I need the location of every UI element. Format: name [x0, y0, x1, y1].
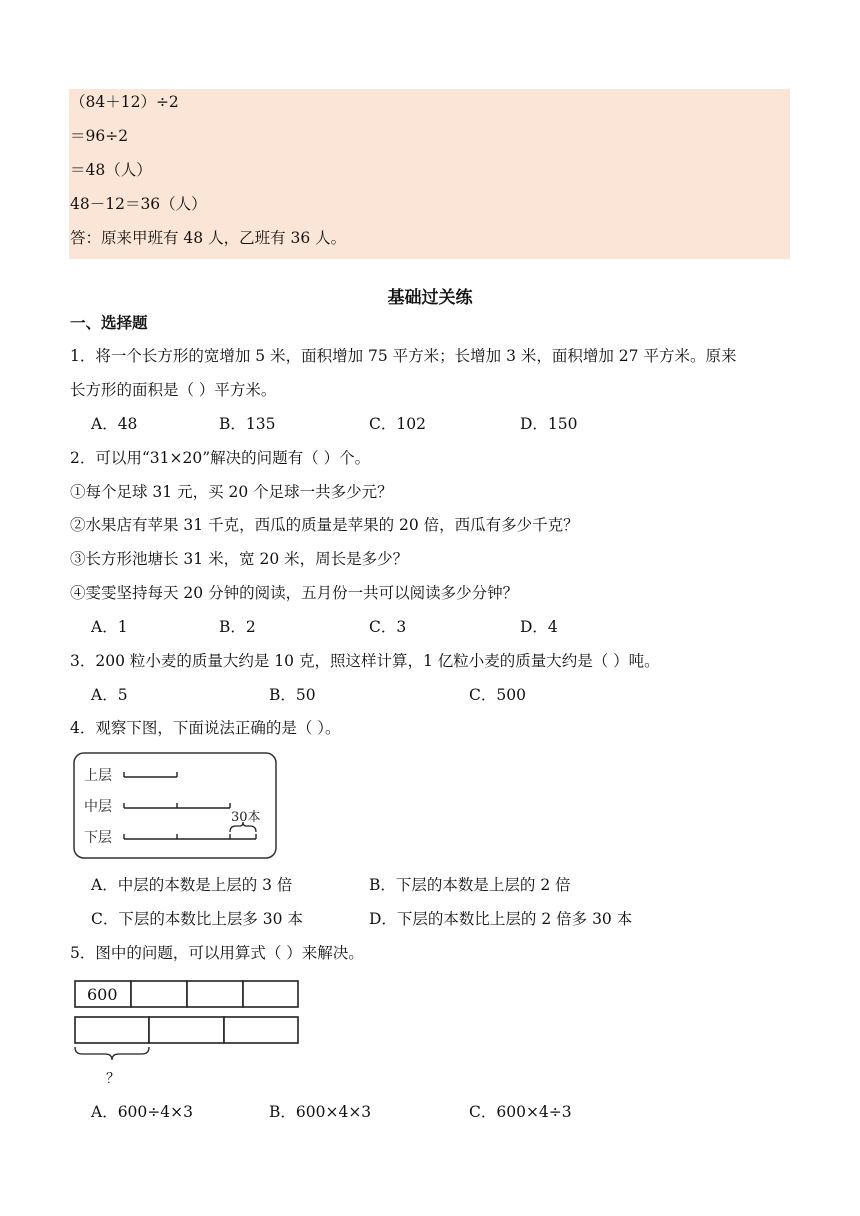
q4-top-bar: [124, 772, 177, 777]
q1-option-a[interactable]: A．48: [91, 415, 138, 433]
q2-item-2: ②水果店有苹果 31 千克，西瓜的质量是苹果的 20 倍，西瓜有多少千克？: [70, 516, 579, 534]
q4-bottom-bar: [124, 834, 256, 839]
q2-item-1: ①每个足球 31 元，买 20 个足球一共多少元？: [70, 483, 393, 501]
q1-option-c[interactable]: C．102: [369, 415, 426, 433]
q2-option-a[interactable]: A．1: [91, 618, 128, 636]
section-title: 基础过关练: [387, 288, 473, 308]
q2-option-d[interactable]: D．4: [520, 618, 558, 636]
q4-row-label-top: 上层: [84, 768, 112, 784]
part-heading: 一、选择题: [70, 314, 148, 332]
q5-bottom-bar: [75, 1017, 298, 1043]
q4-option-b[interactable]: B．下层的本数是上层的 2 倍: [369, 876, 571, 894]
q5-option-b[interactable]: B．600×4×3: [269, 1103, 372, 1121]
q5-option-a[interactable]: A．600÷4×3: [91, 1103, 193, 1121]
q4-stem: 4．观察下图，下面说法正确的是（ ）。: [70, 719, 341, 737]
q4-bar-diagram: [72, 752, 278, 860]
q1-stem-line-1: 1．将一个长方形的宽增加 5 米，面积增加 75 平方米；长增加 3 米，面积增加 27 平方米。原来: [70, 347, 737, 365]
q5-brace: [75, 1047, 149, 1060]
q4-extra-label: 30本: [231, 810, 261, 825]
q2-option-c[interactable]: C．3: [369, 618, 407, 636]
solution-line-1: （84＋12）÷2: [70, 93, 179, 111]
q4-option-c[interactable]: C．下层的本数比上层多 30 本: [91, 910, 303, 928]
q5-value-label: 600: [87, 985, 118, 1004]
q4-middle-bar: [124, 803, 230, 808]
q5-bar-diagram: [72, 978, 302, 1090]
q5-question-mark: ？: [106, 1071, 120, 1087]
q3-option-b[interactable]: B．50: [269, 686, 316, 704]
q3-stem: 3．200 粒小麦的质量大约是 10 克，照这样计算，1 亿粒小麦的质量大约是（ ）吨。: [70, 652, 660, 670]
q4-row-label-bottom: 下层: [84, 830, 112, 846]
q5-option-c[interactable]: C．600×4÷3: [469, 1103, 572, 1121]
solution-line-4: 48－12＝36（人）: [70, 195, 207, 213]
q4-option-d[interactable]: D．下层的本数比上层的 2 倍多 30 本: [369, 910, 633, 928]
q3-option-c[interactable]: C．500: [469, 686, 526, 704]
solution-line-3: ＝48（人）: [70, 161, 152, 179]
q1-option-d[interactable]: D．150: [520, 415, 578, 433]
q1-option-b[interactable]: B．135: [219, 415, 276, 433]
q4-row-label-middle: 中层: [84, 799, 112, 815]
q5-stem: 5．图中的问题，可以用算式（ ）来解决。: [70, 944, 364, 962]
q2-item-4: ④雯雯坚持每天 20 分钟的阅读，五月份一共可以阅读多少分钟？: [70, 584, 519, 602]
q2-item-3: ③长方形池塘长 31 米，宽 20 米，周长是多少？: [70, 550, 409, 568]
q2-stem: 2．可以用“31×20”解决的问题有（ ）个。: [70, 449, 371, 467]
q3-option-a[interactable]: A．5: [91, 686, 128, 704]
q4-option-a[interactable]: A．中层的本数是上层的 3 倍: [91, 876, 293, 894]
solution-answer: 答：原来甲班有 48 人，乙班有 36 人。: [70, 229, 347, 247]
solution-line-2: ＝96÷2: [70, 127, 129, 145]
q1-stem-line-2: 长方形的面积是（ ）平方米。: [70, 381, 277, 399]
q2-option-b[interactable]: B．2: [219, 618, 256, 636]
